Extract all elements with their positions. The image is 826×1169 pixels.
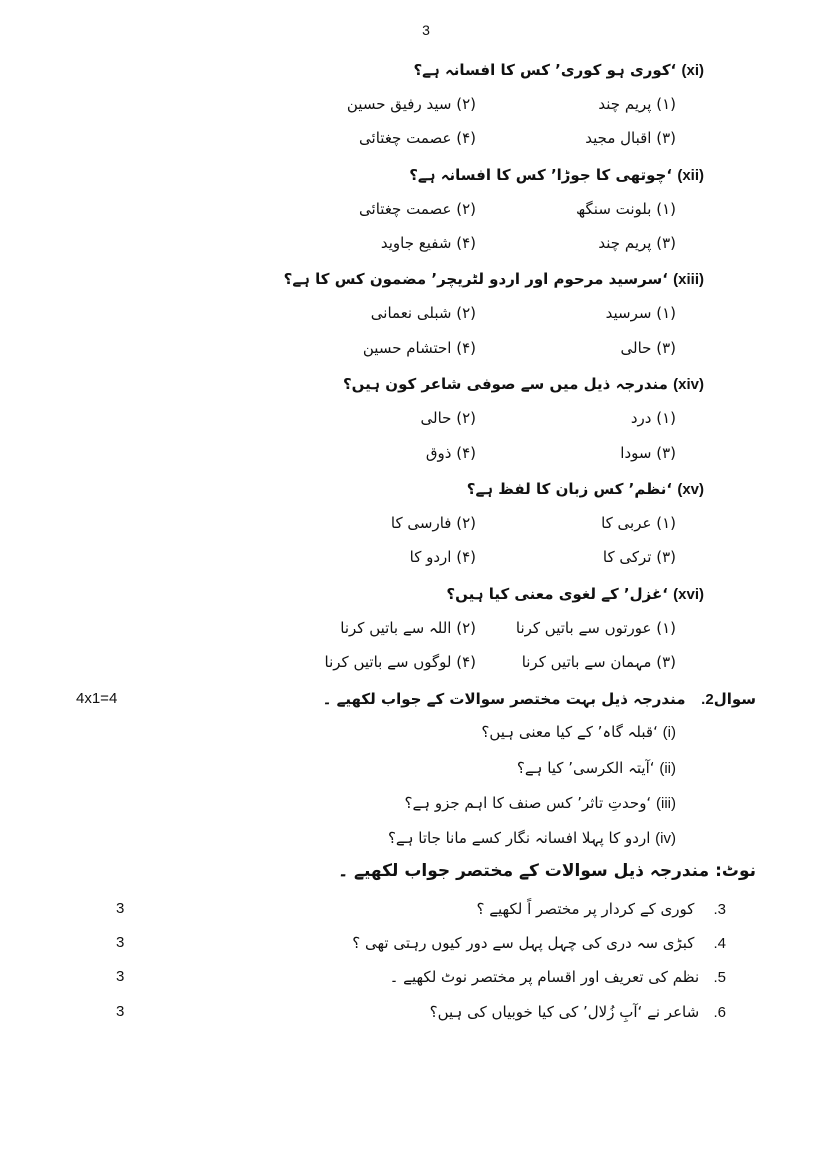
- question-text: ‘غزل’ کے لغوی معنی کیا ہیں؟: [446, 585, 668, 603]
- option: (۱) عورتوں سے باتیں کرنا: [515, 619, 676, 637]
- option: (۳) مہمان سے باتیں کرنا: [521, 653, 676, 671]
- option: (۲) اللہ سے باتیں کرنا: [340, 619, 476, 637]
- item-text: ‘قبلہ گاہ’ کے کیا معنی ہیں؟: [481, 723, 658, 741]
- item-text: ‘آیتہ الکرسی’ کیا ہے؟: [516, 759, 655, 777]
- q2-item: [388, 827, 676, 850]
- item-number: (iv): [655, 830, 676, 847]
- q2-item: [481, 721, 676, 744]
- note-heading: نوٹ: مندرجہ ذیل سوالات کے مختصر جواب لکھیے ۔: [338, 861, 756, 881]
- question-text: ‘چوتھی کا جوڑا’ کس کا افسانہ ہے؟: [409, 166, 673, 184]
- q2-item: [405, 792, 676, 815]
- question-text: مندرجہ ذیل بہت مختصر سوالات کے جواب لکھیے ۔: [322, 690, 686, 708]
- marks: 3: [116, 900, 125, 917]
- question-number: 4.: [713, 935, 726, 952]
- option: (۳) سودا: [620, 444, 676, 462]
- item-number: (iii): [656, 795, 676, 812]
- short-question: [477, 898, 726, 921]
- item-text: اردو کا پہلا افسانہ نگار کسے مانا جاتا ہے؟: [387, 829, 651, 847]
- question-number: (xi): [681, 62, 704, 79]
- item-number: (ii): [659, 760, 676, 777]
- question-xv: [467, 478, 704, 501]
- option: (۴) احتشام حسین: [362, 339, 476, 357]
- page-number: 3: [422, 22, 430, 38]
- question-text: مندرجہ ذیل میں سے صوفی شاعر کون ہیں؟: [342, 375, 668, 393]
- option: (۳) حالی: [620, 339, 676, 357]
- question-xiii: [284, 268, 704, 291]
- option: (۳) ترکی کا: [602, 548, 676, 566]
- question-label: سوال: [713, 690, 756, 708]
- item-number: (i): [662, 724, 676, 741]
- question-number: (xvi): [673, 586, 704, 603]
- option: (۱) درد: [630, 409, 676, 427]
- question-text: ‘سرسید مرحوم اور اردو لٹریچر’ مضمون کس کا ہے؟: [283, 270, 668, 288]
- question-number: (xiii): [673, 271, 704, 288]
- item-text: ‘وحدتِ تاثر’ کس صنف کا اہم جزو ہے؟: [404, 794, 652, 812]
- question-text: ‘نظم’ کس زبان کا لفظ ہے؟: [466, 480, 673, 498]
- q2-marks: 4x1=4: [76, 690, 118, 707]
- question-2-heading: [323, 688, 756, 711]
- question-xi: [413, 59, 704, 82]
- option: (۴) اردو کا: [409, 548, 476, 566]
- question-text: شاعر نے ‘آبِ زُلال’ کی کیا خوبیاں کی ہیں؟: [429, 1003, 700, 1021]
- option: (۱) سرسید: [605, 304, 676, 322]
- short-question: [390, 966, 726, 989]
- option: (۱) پریم چند: [598, 95, 676, 113]
- question-text: کوری کے کردار پر مختصر اً لکھیے ؟: [476, 900, 695, 918]
- marks: 3: [116, 968, 125, 985]
- question-number: (xiv): [673, 376, 704, 393]
- marks: 3: [116, 1003, 125, 1020]
- question-number: (xii): [677, 167, 704, 184]
- option: (۱) بلونت سنگھ: [576, 200, 676, 218]
- option: (۲) فارسی کا: [390, 514, 476, 532]
- option: (۳) پریم چند: [598, 234, 676, 252]
- option: (۴) عصمت چغتائی: [359, 129, 476, 147]
- question-number: (xv): [677, 481, 704, 498]
- option: (۳) اقبال مجید: [585, 129, 676, 147]
- option: (۴) ذوق: [425, 444, 476, 462]
- question-number: 3.: [713, 901, 726, 918]
- option: (۲) حالی: [420, 409, 476, 427]
- q2-item: [517, 757, 676, 780]
- short-question: [352, 932, 726, 955]
- question-xii: [409, 164, 704, 187]
- question-number: 6.: [713, 1004, 726, 1021]
- question-number: 2.: [701, 691, 714, 708]
- question-text: نظم کی تعریف اور اقسام پر مختصر نوٹ لکھیے ۔: [389, 968, 700, 986]
- question-xiv: [343, 373, 704, 396]
- option: (۲) عصمت چغتائی: [359, 200, 476, 218]
- option: (۱) عربی کا: [601, 514, 676, 532]
- question-number: 5.: [713, 969, 726, 986]
- short-question: [430, 1001, 726, 1024]
- question-xvi: [446, 583, 704, 606]
- question-text: ‘کوری ہو کوری’ کس کا افسانہ ہے؟: [413, 61, 677, 79]
- option: (۴) شفیع جاوید: [380, 234, 476, 252]
- question-text: کبڑی سہ دری کی چہل پہل سے دور کیوں رہتی تھی ؟: [352, 934, 695, 952]
- marks: 3: [116, 934, 125, 951]
- option: (۴) لوگوں سے باتیں کرنا: [324, 653, 476, 671]
- option: (۲) سید رفیق حسین: [346, 95, 476, 113]
- option: (۲) شبلی نعمانی: [370, 304, 476, 322]
